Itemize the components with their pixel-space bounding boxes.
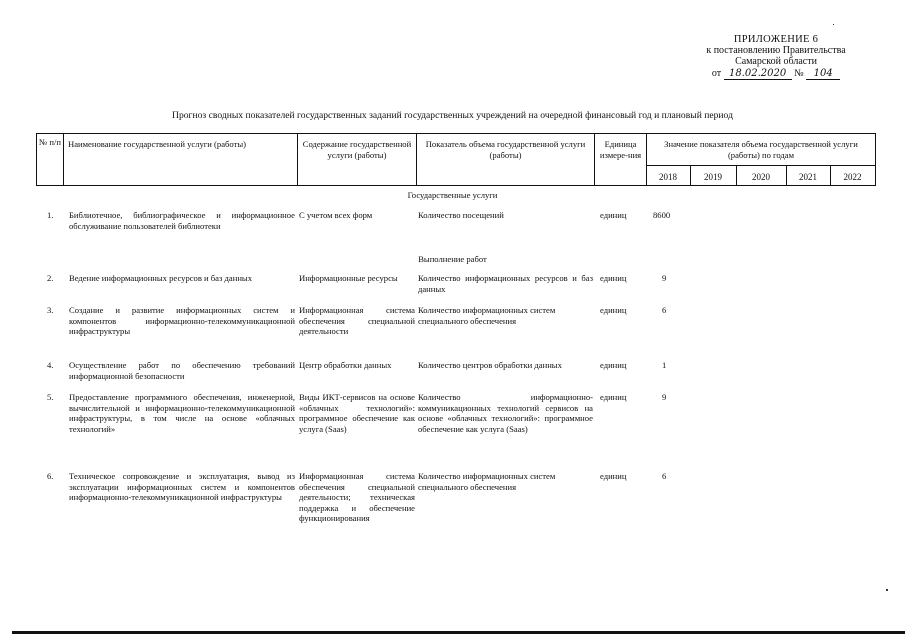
appendix-header: [676, 34, 876, 80]
row-value-2018: 6: [662, 471, 667, 481]
row-num: 6.: [47, 471, 54, 481]
header-unit: Единица измере-ния: [599, 139, 642, 160]
row-indicator: Количество информационных систем специального обеспечения: [418, 471, 556, 492]
row-num: 3.: [47, 305, 54, 315]
section-services: Государственные услуги: [407, 190, 498, 200]
grid-v: [875, 133, 876, 185]
row-indicator: Количество посещений: [418, 210, 504, 220]
appendix-signature-line: [676, 68, 876, 80]
row-name: Библиотечное, библиографическое и информационное обслуживание пользователей библиотеки: [69, 210, 295, 231]
row-unit: единиц: [600, 360, 627, 370]
appendix-line-1: к постановлению Правительства: [706, 45, 846, 56]
scan-speck: [833, 24, 834, 25]
date-prefix: от: [711, 68, 722, 79]
row-value-2018: 1: [662, 360, 667, 370]
row-unit: единиц: [600, 210, 627, 220]
row-content: Виды ИКТ-сервисов на основе «облачных технологий»: программное обеспечение как услуга (Saas): [299, 392, 415, 434]
number-prefix: №: [794, 68, 804, 79]
grid-v: [416, 133, 417, 185]
row-value-2018: 6: [662, 305, 667, 315]
row-indicator: Количество информационных систем специального обеспечения: [418, 305, 556, 326]
row-value-2018: 9: [662, 392, 667, 402]
header-year-2019: 2019: [704, 172, 722, 182]
row-content: Информационная система обеспечения специальной деятельности: [299, 305, 415, 337]
row-num: 1.: [47, 210, 54, 220]
row-value-2018: 8600: [653, 210, 671, 220]
header-year-2020: 2020: [752, 172, 770, 182]
row-name: Осуществление работ по обеспечению требований информационной безопасности: [69, 360, 295, 381]
appendix-line-2: Самарской области: [735, 56, 817, 67]
row-unit: единиц: [600, 305, 627, 315]
row-content: Информационная система обеспечения специальной деятельности; техническая поддержка и обеспечение функционирования: [299, 471, 415, 524]
row-num: 5.: [47, 392, 54, 402]
header-content: Содержание государственной услуги (работы): [302, 139, 412, 160]
row-unit: единиц: [600, 392, 627, 402]
row-name: Предоставление программного обеспечения, инженерной, вычислительной и информационно-телекоммуникационной инфраструктуры, в том числе на основе «облачных технологий»: [69, 392, 295, 434]
grid-top: [36, 133, 876, 134]
handwritten-date: 18.02.2020: [724, 69, 792, 80]
row-unit: единиц: [600, 273, 627, 283]
header-value-group: Значение показателя объема государственной услуги (работы) по годам: [664, 139, 858, 160]
grid-v: [63, 133, 64, 185]
appendix-title: ПРИЛОЖЕНИЕ 6: [733, 34, 819, 45]
row-indicator: Количество информационно-коммуникационных технологий сервисов на основе «облачных технологий»: программное обеспечение как услуга (Saas): [418, 392, 593, 434]
header-num: № п/п: [39, 137, 61, 147]
row-num: 2.: [47, 273, 54, 283]
grid-v: [297, 133, 298, 185]
row-name: Ведение информационных ресурсов и баз данных: [69, 273, 252, 283]
header-year-2022: 2022: [843, 172, 862, 182]
row-unit: единиц: [600, 471, 627, 481]
page-bottom-rule: [12, 631, 905, 634]
handwritten-number: 104: [806, 69, 840, 80]
header-year-2018: 2018: [659, 172, 677, 182]
row-content: Центр обработки данных: [299, 360, 392, 370]
row-indicator: Количество информационных ресурсов и баз данных: [418, 273, 593, 294]
row-value-2018: 9: [662, 273, 667, 283]
scan-speck: [886, 589, 888, 591]
row-indicator: Количество центров обработки данных: [418, 360, 562, 370]
header-year-2021: 2021: [799, 172, 817, 182]
grid-year-split: [646, 165, 876, 166]
row-name: Техническое сопровождение и эксплуатация, вывод из эксплуатации информационных систем и компонентов информационно-телекоммуникационной инфраструктуры: [69, 471, 295, 503]
grid-header-bottom: [36, 185, 876, 186]
row-content: Информационные ресурсы: [299, 273, 398, 283]
header-name: Наименование государственной услуги (работы): [68, 139, 246, 149]
document-title: Прогноз сводных показателей государственных заданий государственных учреждений на очередной финансовый год и плановый период: [172, 110, 733, 121]
section-works: Выполнение работ: [418, 254, 487, 264]
row-content: С учетом всех форм: [299, 210, 373, 220]
row-num: 4.: [47, 360, 54, 370]
row-name: Создание и развитие информационных систем и компонентов информационно-телекоммуникационной инфраструктуры: [69, 305, 295, 337]
header-indicator: Показатель объема государственной услуги (работы): [425, 139, 586, 160]
